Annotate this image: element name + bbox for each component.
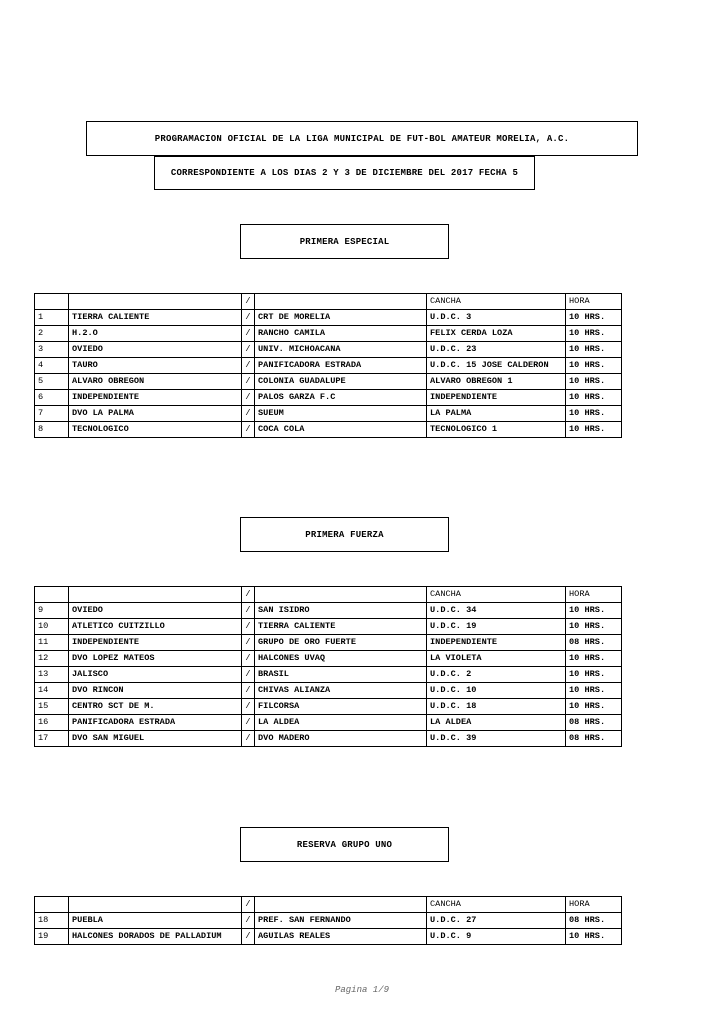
table-row — [35, 651, 622, 667]
cell-num: 3 — [35, 342, 69, 358]
cell-home: DVO SAN MIGUEL — [69, 731, 242, 747]
table-row — [35, 310, 622, 326]
cell-hora: 10 HRS. — [566, 326, 622, 342]
cell-cancha: LA VIOLETA — [427, 651, 566, 667]
cell-num: 15 — [35, 699, 69, 715]
cell-away: COLONIA GUADALUPE — [255, 374, 427, 390]
table-row — [35, 667, 622, 683]
cell-hora: 10 HRS. — [566, 651, 622, 667]
cell-home: OVIEDO — [69, 342, 242, 358]
cell-hora: 10 HRS. — [566, 699, 622, 715]
cell-sep: / — [242, 667, 255, 683]
section-title-primera-especial: PRIMERA ESPECIAL — [240, 224, 449, 259]
cell-sep: / — [242, 342, 255, 358]
cell-home: CENTRO SCT DE M. — [69, 699, 242, 715]
cell-away: TIERRA CALIENTE — [255, 619, 427, 635]
cell-sep: / — [242, 326, 255, 342]
table-row — [35, 342, 622, 358]
cell-hora: 10 HRS. — [566, 619, 622, 635]
cell-home: PUEBLA — [69, 913, 242, 929]
cell-num: 6 — [35, 390, 69, 406]
cell-sep: / — [242, 715, 255, 731]
cell-hora: 08 HRS. — [566, 731, 622, 747]
cell-hora: 10 HRS. — [566, 603, 622, 619]
schedule-table-primera-especial — [34, 293, 622, 438]
cell-num: 8 — [35, 422, 69, 438]
table-row — [35, 635, 622, 651]
cell-cancha: U.D.C. 2 — [427, 667, 566, 683]
header-away — [255, 587, 427, 603]
header-home — [69, 294, 242, 310]
cell-sep: / — [242, 374, 255, 390]
cell-home: TIERRA CALIENTE — [69, 310, 242, 326]
cell-num: 16 — [35, 715, 69, 731]
cell-home: OVIEDO — [69, 603, 242, 619]
header-sep: / — [242, 294, 255, 310]
cell-cancha: LA PALMA — [427, 406, 566, 422]
cell-cancha: U.D.C. 15 JOSE CALDERON — [427, 358, 566, 374]
header-away — [255, 294, 427, 310]
cell-num: 14 — [35, 683, 69, 699]
cell-away: COCA COLA — [255, 422, 427, 438]
cell-home: PANIFICADORA ESTRADA — [69, 715, 242, 731]
cell-sep: / — [242, 310, 255, 326]
cell-cancha: INDEPENDIENTE — [427, 390, 566, 406]
header-num — [35, 587, 69, 603]
table-row — [35, 715, 622, 731]
table-header-row — [35, 587, 622, 603]
header-num — [35, 294, 69, 310]
cell-cancha: LA ALDEA — [427, 715, 566, 731]
cell-home: H.2.O — [69, 326, 242, 342]
cell-sep: / — [242, 731, 255, 747]
cell-hora: 10 HRS. — [566, 310, 622, 326]
cell-home: TECNOLOGICO — [69, 422, 242, 438]
header-sep: / — [242, 897, 255, 913]
table-row — [35, 374, 622, 390]
table-row — [35, 326, 622, 342]
cell-home: HALCONES DORADOS DE PALLADIUM — [69, 929, 242, 945]
header-hora: HORA — [566, 587, 622, 603]
cell-away: SAN ISIDRO — [255, 603, 427, 619]
cell-away: CRT DE MORELIA — [255, 310, 427, 326]
cell-hora: 10 HRS. — [566, 342, 622, 358]
header-cancha: CANCHA — [427, 294, 566, 310]
cell-home: ATLETICO CUITZILLO — [69, 619, 242, 635]
cell-sep: / — [242, 635, 255, 651]
cell-num: 13 — [35, 667, 69, 683]
cell-num: 9 — [35, 603, 69, 619]
table-row — [35, 603, 622, 619]
cell-hora: 10 HRS. — [566, 929, 622, 945]
section-title-primera-fuerza: PRIMERA FUERZA — [240, 517, 449, 552]
cell-sep: / — [242, 603, 255, 619]
cell-home: ALVARO OBREGON — [69, 374, 242, 390]
cell-sep: / — [242, 651, 255, 667]
table-row — [35, 699, 622, 715]
cell-away: PANIFICADORA ESTRADA — [255, 358, 427, 374]
header-cancha: CANCHA — [427, 897, 566, 913]
cell-away: FILCORSA — [255, 699, 427, 715]
cell-away: LA ALDEA — [255, 715, 427, 731]
header-sep: / — [242, 587, 255, 603]
cell-home: DVO LOPEZ MATEOS — [69, 651, 242, 667]
header-home — [69, 897, 242, 913]
cell-cancha: U.D.C. 18 — [427, 699, 566, 715]
cell-hora: 10 HRS. — [566, 358, 622, 374]
cell-cancha: U.D.C. 39 — [427, 731, 566, 747]
cell-home: INDEPENDIENTE — [69, 390, 242, 406]
cell-away: CHIVAS ALIANZA — [255, 683, 427, 699]
document-subtitle: CORRESPONDIENTE A LOS DIAS 2 Y 3 DE DICIEMBRE DEL 2017 FECHA 5 — [154, 156, 535, 190]
cell-sep: / — [242, 683, 255, 699]
cell-hora: 10 HRS. — [566, 422, 622, 438]
cell-cancha: FELIX CERDA LOZA — [427, 326, 566, 342]
schedule-table-reserva-grupo-uno — [34, 896, 622, 945]
cell-sep: / — [242, 390, 255, 406]
table-row — [35, 619, 622, 635]
cell-cancha: U.D.C. 23 — [427, 342, 566, 358]
table-row — [35, 406, 622, 422]
cell-away: SUEUM — [255, 406, 427, 422]
table-row — [35, 390, 622, 406]
cell-hora: 10 HRS. — [566, 406, 622, 422]
cell-away: PREF. SAN FERNANDO — [255, 913, 427, 929]
cell-home: TAURO — [69, 358, 242, 374]
cell-home: INDEPENDIENTE — [69, 635, 242, 651]
cell-away: BRASIL — [255, 667, 427, 683]
cell-num: 2 — [35, 326, 69, 342]
cell-home: DVO LA PALMA — [69, 406, 242, 422]
cell-sep: / — [242, 619, 255, 635]
cell-cancha: U.D.C. 10 — [427, 683, 566, 699]
table-row — [35, 929, 622, 945]
schedule-table-primera-fuerza — [34, 586, 622, 747]
cell-num: 17 — [35, 731, 69, 747]
cell-sep: / — [242, 699, 255, 715]
cell-away: HALCONES UVAQ — [255, 651, 427, 667]
cell-num: 7 — [35, 406, 69, 422]
table-row — [35, 422, 622, 438]
cell-hora: 10 HRS. — [566, 667, 622, 683]
table-row — [35, 731, 622, 747]
cell-hora: 10 HRS. — [566, 683, 622, 699]
table-header-row — [35, 897, 622, 913]
cell-cancha: ALVARO OBREGON 1 — [427, 374, 566, 390]
header-away — [255, 897, 427, 913]
cell-cancha: U.D.C. 27 — [427, 913, 566, 929]
section-title-reserva-grupo-uno: RESERVA GRUPO UNO — [240, 827, 449, 862]
cell-home: DVO RINCON — [69, 683, 242, 699]
header-hora: HORA — [566, 294, 622, 310]
cell-away: PALOS GARZA F.C — [255, 390, 427, 406]
page-number: Pagina 1/9 — [334, 985, 389, 995]
cell-num: 10 — [35, 619, 69, 635]
cell-away: RANCHO CAMILA — [255, 326, 427, 342]
cell-away: GRUPO DE ORO FUERTE — [255, 635, 427, 651]
document-title: PROGRAMACION OFICIAL DE LA LIGA MUNICIPAL DE FUT-BOL AMATEUR MORELIA, A.C. — [86, 121, 638, 156]
cell-cancha: INDEPENDIENTE — [427, 635, 566, 651]
header-hora: HORA — [566, 897, 622, 913]
cell-num: 11 — [35, 635, 69, 651]
cell-cancha: U.D.C. 19 — [427, 619, 566, 635]
cell-sep: / — [242, 358, 255, 374]
cell-cancha: TECNOLOGICO 1 — [427, 422, 566, 438]
cell-hora: 08 HRS. — [566, 913, 622, 929]
cell-cancha: U.D.C. 3 — [427, 310, 566, 326]
cell-sep: / — [242, 913, 255, 929]
cell-hora: 08 HRS. — [566, 715, 622, 731]
table-row — [35, 913, 622, 929]
cell-sep: / — [242, 929, 255, 945]
cell-away: DVO MADERO — [255, 731, 427, 747]
cell-num: 5 — [35, 374, 69, 390]
cell-cancha: U.D.C. 9 — [427, 929, 566, 945]
cell-num: 4 — [35, 358, 69, 374]
cell-sep: / — [242, 406, 255, 422]
table-header-row — [35, 294, 622, 310]
cell-hora: 10 HRS. — [566, 390, 622, 406]
header-num — [35, 897, 69, 913]
table-row — [35, 358, 622, 374]
cell-away: AGUILAS REALES — [255, 929, 427, 945]
header-home — [69, 587, 242, 603]
cell-num: 12 — [35, 651, 69, 667]
cell-home: JALISCO — [69, 667, 242, 683]
cell-num: 1 — [35, 310, 69, 326]
cell-cancha: U.D.C. 34 — [427, 603, 566, 619]
table-row — [35, 683, 622, 699]
header-cancha: CANCHA — [427, 587, 566, 603]
cell-num: 18 — [35, 913, 69, 929]
cell-num: 19 — [35, 929, 69, 945]
cell-sep: / — [242, 422, 255, 438]
cell-away: UNIV. MICHOACANA — [255, 342, 427, 358]
cell-hora: 08 HRS. — [566, 635, 622, 651]
cell-hora: 10 HRS. — [566, 374, 622, 390]
